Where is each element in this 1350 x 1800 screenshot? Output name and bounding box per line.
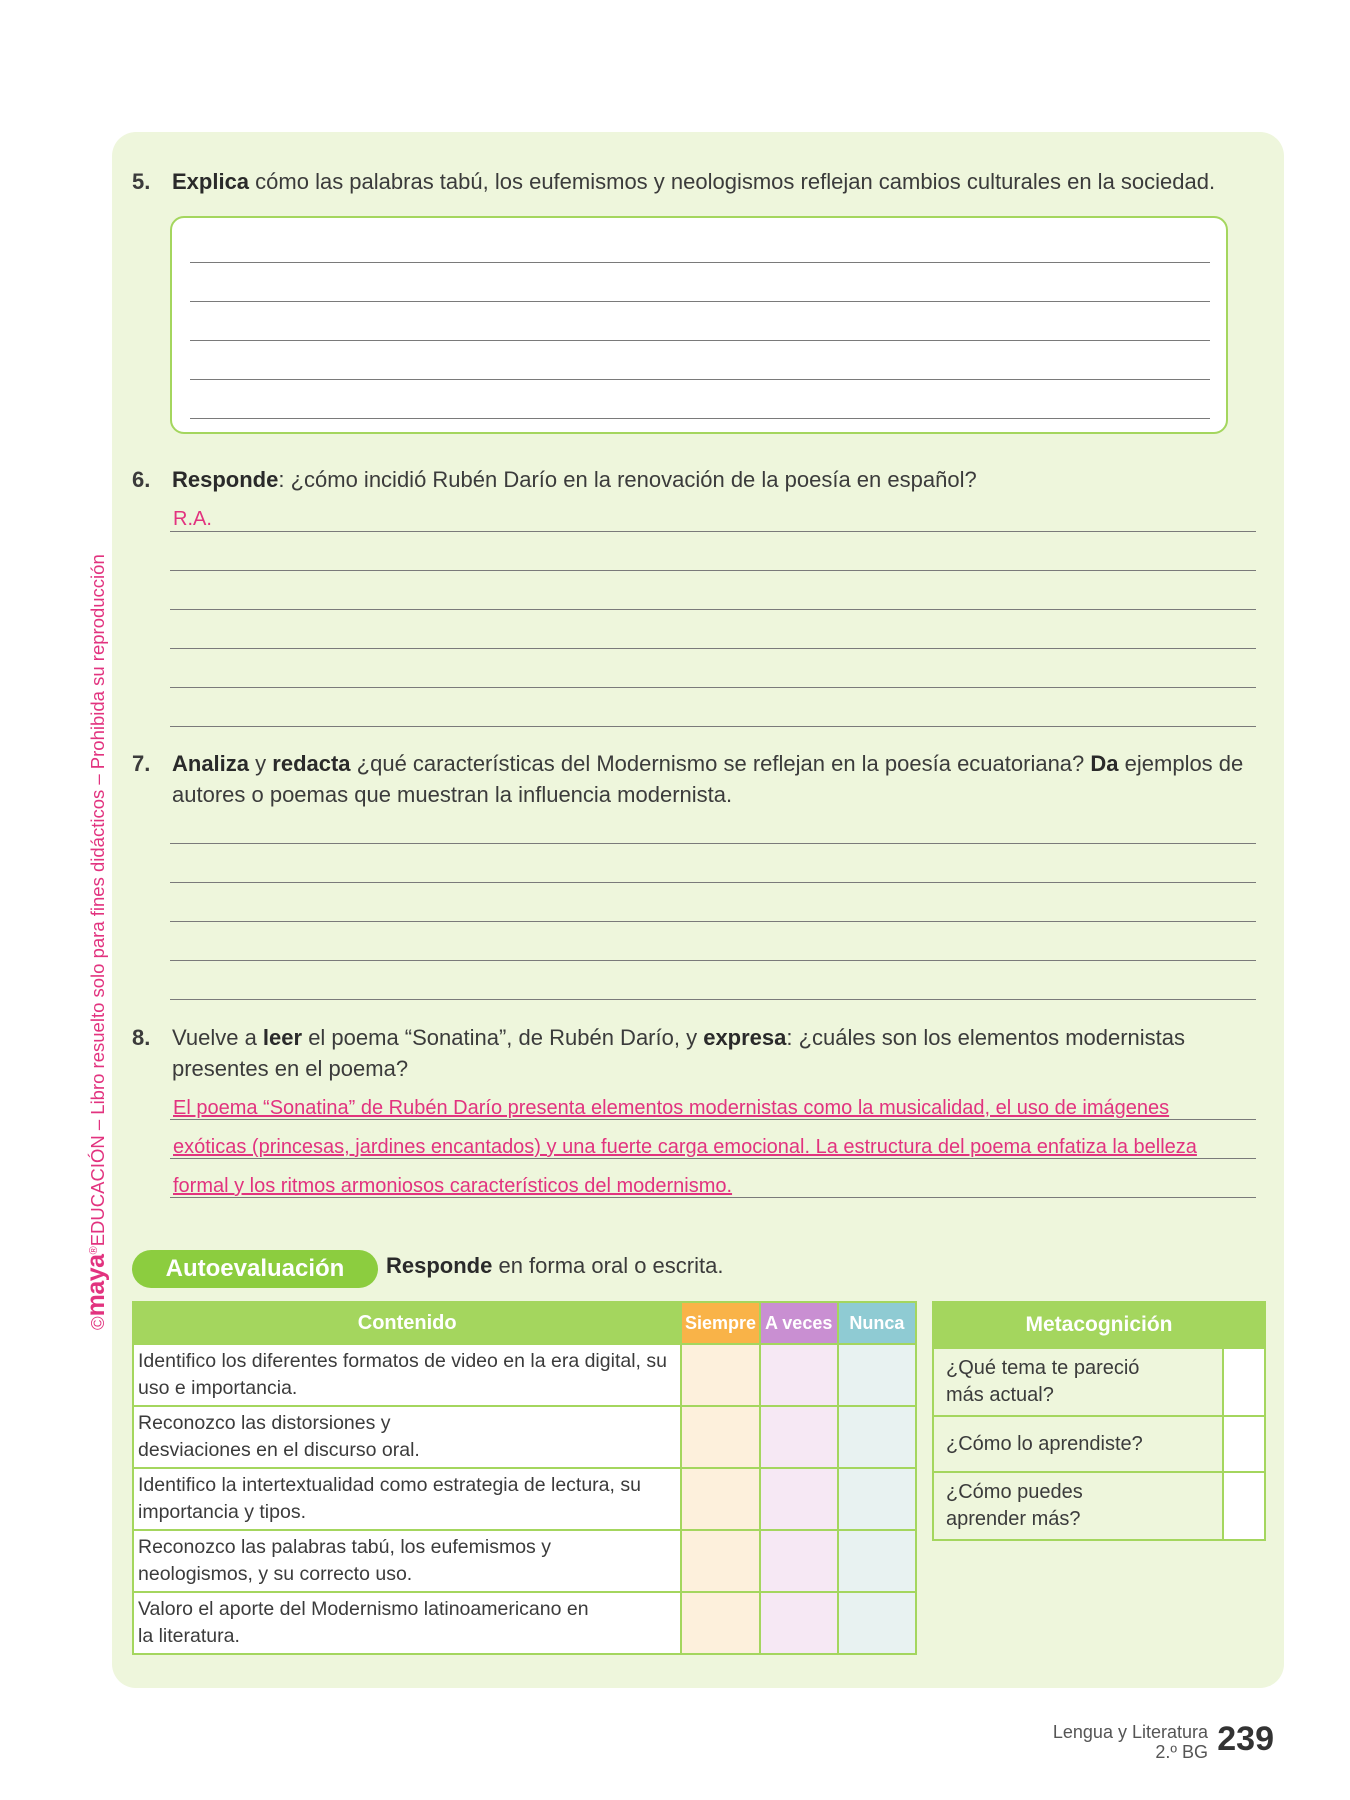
table-row — [133, 1592, 916, 1654]
table-row — [133, 1406, 916, 1468]
header-siempre: Siempre — [681, 1302, 759, 1344]
subject-label: Lengua y Literatura — [1052, 1722, 1208, 1742]
nunca-cell[interactable] — [838, 1530, 916, 1592]
maya-logo: maya — [82, 1254, 110, 1317]
metacognition-answer-cell[interactable] — [1223, 1348, 1265, 1416]
metacognition-answer-cell[interactable] — [1223, 1416, 1265, 1472]
header-metacognicion: Metacognición — [933, 1302, 1265, 1348]
metacognition-question: ¿Qué tema te pareció más actual? — [933, 1348, 1223, 1416]
criterion-text: Valoro el aporte del Modernismo latinoamericano en la literatura. — [133, 1592, 681, 1654]
table-row — [133, 1344, 916, 1406]
a-veces-cell[interactable] — [760, 1344, 838, 1406]
metacognition-question: ¿Cómo puedes aprender más? — [933, 1472, 1223, 1540]
self-evaluation-table — [132, 1301, 917, 1655]
table-row — [133, 1530, 916, 1592]
a-veces-cell[interactable] — [760, 1468, 838, 1530]
copyright-notice: ©maya®EDUCACIÓN – Libro resuelto solo para fines didácticos – Prohibida su reproducción — [82, 554, 110, 1330]
a-veces-cell[interactable] — [760, 1592, 838, 1654]
siempre-cell[interactable] — [681, 1406, 759, 1468]
autoevaluacion-title: Autoevaluación — [132, 1250, 378, 1288]
header-a-veces: A veces — [760, 1302, 838, 1344]
siempre-cell[interactable] — [681, 1468, 759, 1530]
table-row — [933, 1472, 1265, 1540]
nunca-cell[interactable] — [838, 1344, 916, 1406]
answer-8-line: formal y los ritmos armoniosos característicos del modernismo. — [173, 1175, 733, 1197]
metacognition-answer-cell[interactable] — [1223, 1472, 1265, 1540]
table-row — [133, 1468, 916, 1530]
criterion-text: Reconozco las distorsiones y desviaciones en el discurso oral. — [133, 1406, 681, 1468]
answer-8-line: exóticas (princesas, jardines encantados) y una fuerte carga emocional. La estructura del poema enfatiza la belleza — [173, 1136, 1197, 1158]
nunca-cell[interactable] — [838, 1592, 916, 1654]
grade-label: 2.º BG — [1155, 1742, 1208, 1762]
a-veces-cell[interactable] — [760, 1530, 838, 1592]
table-row — [933, 1348, 1265, 1416]
metacognition-table — [932, 1301, 1266, 1541]
table-row — [933, 1416, 1265, 1472]
nunca-cell[interactable] — [838, 1468, 916, 1530]
siempre-cell[interactable] — [681, 1592, 759, 1654]
criterion-text: Identifico los diferentes formatos de video en la era digital, su uso e importancia. — [133, 1344, 681, 1406]
criterion-text: Identifico la intertextualidad como estrategia de lectura, su importancia y tipos. — [133, 1468, 681, 1530]
siempre-cell[interactable] — [681, 1344, 759, 1406]
metacognition-question: ¿Cómo lo aprendiste? — [933, 1416, 1223, 1472]
criterion-text: Reconozco las palabras tabú, los eufemismos y neologismos, y su correcto uso. — [133, 1530, 681, 1592]
header-nunca: Nunca — [838, 1302, 916, 1344]
answer-8-line: El poema “Sonatina” de Rubén Darío presenta elementos modernistas como la musicalidad, el uso de imágenes — [173, 1097, 1170, 1119]
autoevaluacion-instructions: Responde en forma oral o escrita. — [386, 1253, 724, 1278]
answer-box-5[interactable] — [170, 216, 1228, 434]
page-number: 239 — [1217, 1720, 1274, 1758]
nunca-cell[interactable] — [838, 1406, 916, 1468]
a-veces-cell[interactable] — [760, 1406, 838, 1468]
header-contenido: Contenido — [133, 1302, 681, 1344]
answer-6-text: R.A. — [173, 508, 212, 530]
siempre-cell[interactable] — [681, 1530, 759, 1592]
